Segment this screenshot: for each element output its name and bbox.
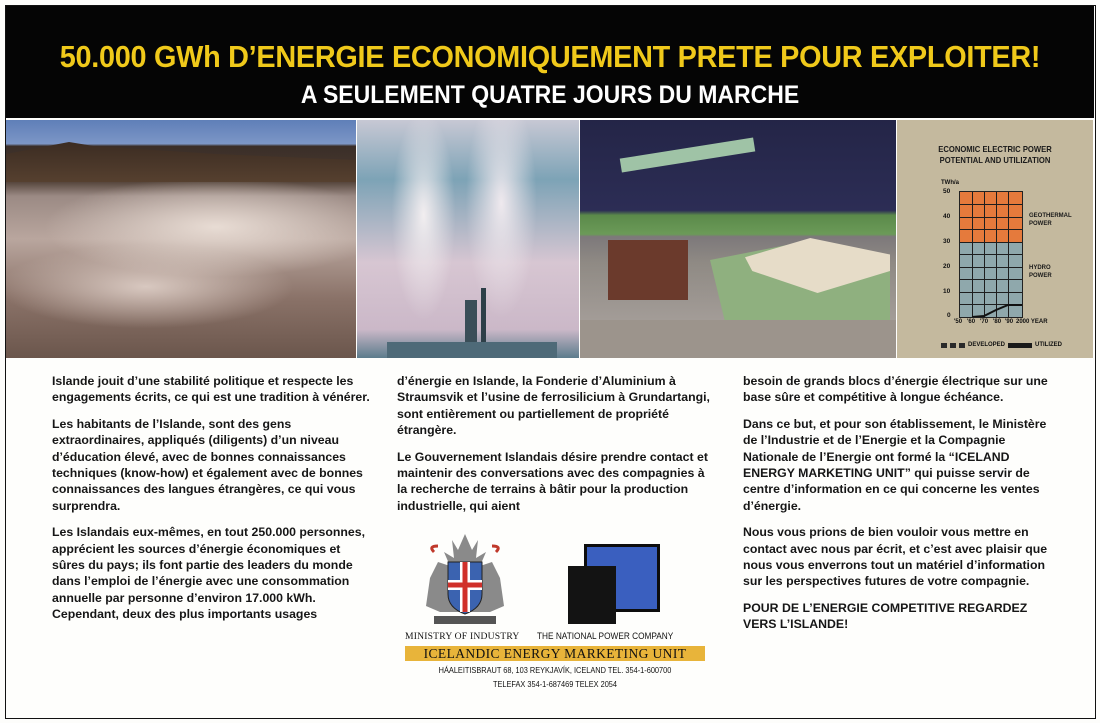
national-power-company-logo xyxy=(568,544,660,624)
legend-swatch-developed xyxy=(941,343,947,348)
legend-utilized-label: UTILIZED xyxy=(1035,342,1063,348)
y-axis-unit: TWh/a xyxy=(941,180,959,186)
marketing-unit-bar: ICELANDIC ENERGY MARKETING UNIT xyxy=(405,646,705,661)
hydro-label-line2: POWER xyxy=(1029,273,1052,279)
legend-swatch-developed xyxy=(950,343,956,348)
headline: 50.000 GWh D’ENERGIE ECONOMIQUEMENT PRETE POUR EXPLOITER! xyxy=(59,39,1041,74)
machinery-shape xyxy=(608,240,688,300)
closing-slogan: POUR DE L’ENERGIE COMPETITIVE REGARDEZ VERS L’ISLANDE! xyxy=(743,600,1028,632)
x-tick: '50 xyxy=(954,319,963,325)
photo-geothermal-plant xyxy=(357,120,579,358)
y-tick: 20 xyxy=(943,263,951,270)
ministry-caption: MINISTRY OF INDUSTRY xyxy=(405,631,520,642)
text-column-1 xyxy=(52,373,372,633)
geothermal-label xyxy=(1029,212,1072,228)
x-tick: '70 xyxy=(980,319,989,325)
hydro-label-line1: HYDRO xyxy=(1029,265,1051,271)
ground-shape xyxy=(580,320,896,358)
paragraph: Le Gouvernement Islandais désire prendre contact et maintenir des conversations avec des compagnies à la recherche de terrains à bâtir pour la production industrielle, qui aient xyxy=(397,449,708,513)
coat-of-arms-icon xyxy=(420,532,510,627)
headline-banner xyxy=(6,6,1094,118)
legend-swatch-utilized xyxy=(1008,343,1032,348)
pier-shape xyxy=(620,138,756,173)
chart-title-line2: POTENTIAL AND UTILIZATION xyxy=(939,155,1051,165)
legend-swatch-developed xyxy=(959,343,965,348)
x-tick: '80 xyxy=(993,319,1002,325)
black-square xyxy=(568,566,616,624)
chart-plot-area xyxy=(959,191,1023,318)
chart-legend xyxy=(941,342,1062,348)
x-tick: '90 xyxy=(1005,319,1014,325)
subheadline: A SEULEMENT QUATRE JOURS DU MARCHE xyxy=(300,81,800,109)
power-company-caption: THE NATIONAL POWER COMPANY xyxy=(537,631,674,641)
y-tick: 40 xyxy=(943,213,951,220)
paragraph: Les Islandais eux-mêmes, en tout 250.000 personnes, apprécient les sources d’énergie économiques et sûres du pays; ils font partie des leaders du monde dans l’emploi de l’énergie avec une consommation annuelle par personne d’environ 17.000 kWh. Cependant, deux des plus importants usages xyxy=(52,525,366,622)
y-tick: 30 xyxy=(943,238,951,245)
y-tick: 50 xyxy=(943,188,951,195)
geothermal-label-line1: GEOTHERMAL xyxy=(1029,213,1072,219)
y-tick: 0 xyxy=(947,312,951,319)
photo-waterfall xyxy=(6,120,356,358)
geothermal-label-line2: POWER xyxy=(1029,221,1052,227)
text-column-2 xyxy=(397,373,717,524)
x-tick: '60 xyxy=(967,319,976,325)
y-tick: 10 xyxy=(943,288,951,295)
address-line: HÁALEITISBRAUT 68, 103 REYKJAVÍK, ICELAND TEL. 354-1-600700 xyxy=(438,666,672,675)
hydro-label xyxy=(1029,264,1052,280)
chart-title-line1: ECONOMIC ELECTRIC POWER xyxy=(938,144,1052,154)
paragraph: Les habitants de l’Islande, sont des gens extraordinaires, appliqués (diligents) d’un niveau d’éducation élevé, avec de bonnes connaissances techniques (know-how) et également avec de bonnes connaissances des langues étrangères, ce qui vous surprendra. xyxy=(52,416,363,513)
photo-smelter xyxy=(580,120,896,358)
chart-title xyxy=(907,144,1083,166)
paragraph: Islande jouit d’une stabilité politique et respecte les engagements écrits, ce qui est une tradition à vénérer. xyxy=(52,374,370,405)
utilized-line xyxy=(960,192,1022,317)
text-column-3 xyxy=(743,373,1063,643)
paragraph: Dans ce but, et pour son établissement, le Ministère de l’Industrie et de l’Energie et la Compagnie Nationale de l’Energie ont formé la “ICELAND ENERGY MARKETING UNIT” qui puisse servir de centre d’information en ce qui concerne les ventes d’énergie. xyxy=(743,416,1047,513)
fax-telex-line: TELEFAX 354-1-687469 TELEX 2054 xyxy=(492,680,617,689)
legend-developed-label: DEVELOPED xyxy=(968,342,1006,348)
power-chart xyxy=(897,120,1093,358)
paragraph: Nous vous prions de bien vouloir vous mettre en contact avec nous par écrit, et c’est avec plaisir que nous vous enverrons tout un matériel d’information sur les perspectives futures de votre compagnie. xyxy=(743,525,1048,589)
chimney-shape xyxy=(481,288,486,350)
plant-shape xyxy=(387,342,557,358)
logo-block xyxy=(395,530,715,695)
paragraph: besoin de grands blocs d’énergie électrique sur une base sûre et compétitive à longue échéance. xyxy=(743,374,1048,405)
ridge-shape xyxy=(6,142,356,182)
paragraph: d’énergie en Islande, la Fonderie d’Aluminium à Straumsvik et l’usine de ferrosilicium à Grundartangi, sont entièrement ou partiellement de propriété étrangère. xyxy=(397,374,710,438)
x-tick: 2000 YEAR xyxy=(1016,319,1048,325)
